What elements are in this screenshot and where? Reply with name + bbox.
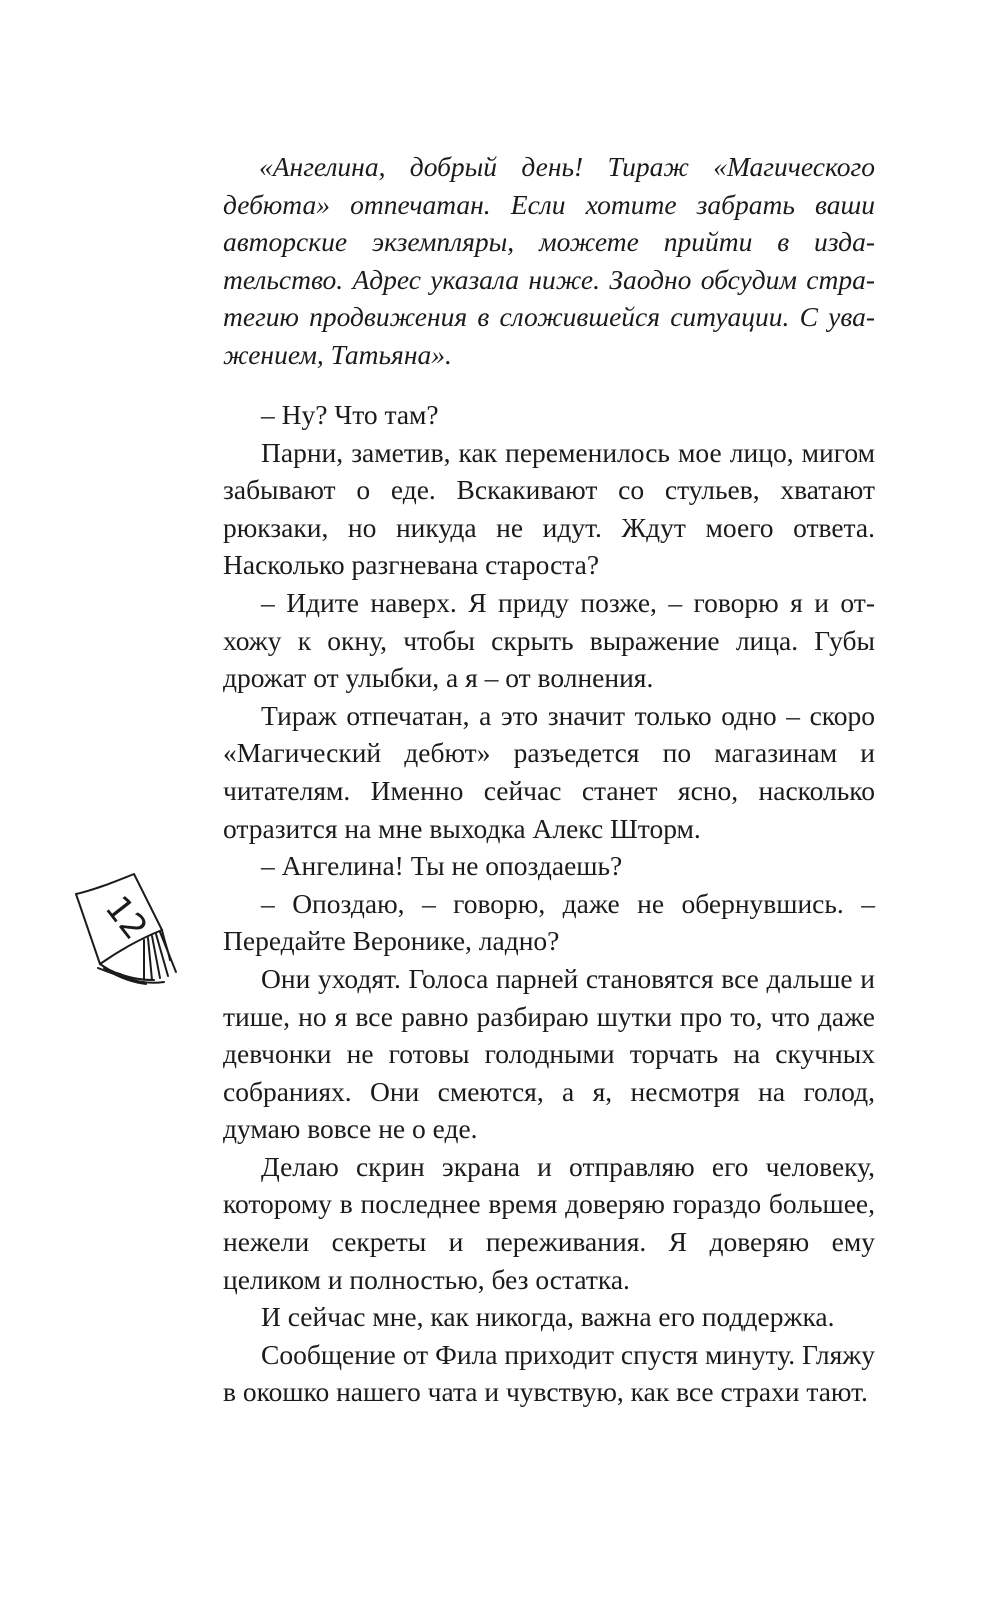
paragraph: Делаю скрин экрана и отправляю его человеку, которому в последнее время доверяю гораздо большее, нежели секреты и переживания. Я доверяю ему целиком и полностью, без остатка. [223, 1150, 875, 1295]
paragraph: Тираж отпечатан, а это значит только одно – скоро «Магический дебют» разъедется по магазинам и читателям. Именно сейчас станет ясно, насколько отразится на мне выходка Алекс Шторм. [223, 699, 875, 844]
paragraph: Парни, заметив, как переменилось мое лицо, мигом забывают о еде. Вскакивают со стульев, хватают рюкзаки, но никуда не идут. Ждут моего ответа. Насколько разгневана староста? [223, 436, 875, 581]
body-text [223, 396, 875, 1411]
letter-quote [223, 148, 875, 374]
paragraph: Они уходят. Голоса парней становятся все дальше и тише, но я все равно разбираю шутки про то, что даже девчонки не готовы голодными торчать на скучных собраниях. Они смеются, а я, несмотря на голод, думаю вовсе не о еде. [223, 962, 875, 1145]
paragraph: – Идите наверх. Я приду позже, – говорю я и отхожу к окну, чтобы скрыть выражение лица. Губы дрожат от улыбки, а я – от волнения. [223, 586, 875, 694]
paragraph: Сообщение от Фила приходит спустя минуту. Гляжу в окошко нашего чата и чувствую, как все страхи тают. [223, 1338, 875, 1408]
letter-paragraph: «Ангелина, добрый день! Тираж «Магического дебюта» отпечатан. Если хотите забрать ваши авторские экземпляры, можете прийти в издательство. Адрес указала ниже. Заодно обсудим стратегию продвижения в сложившейся ситуации. С уважением, Татьяна». [223, 151, 875, 370]
paragraph: – Ну? Что там? [261, 399, 439, 430]
paragraph: И сейчас мне, как никогда, важна его поддержка. [261, 1301, 835, 1333]
page-number-badge [64, 868, 194, 998]
paragraph: – Опоздаю, – говорю, даже не обернувшись. – Передайте Веронике, ладно? [223, 887, 875, 957]
paragraph: – Ангелина! Ты не опоздаешь? [261, 850, 623, 882]
page-number: 12 [96, 888, 156, 948]
